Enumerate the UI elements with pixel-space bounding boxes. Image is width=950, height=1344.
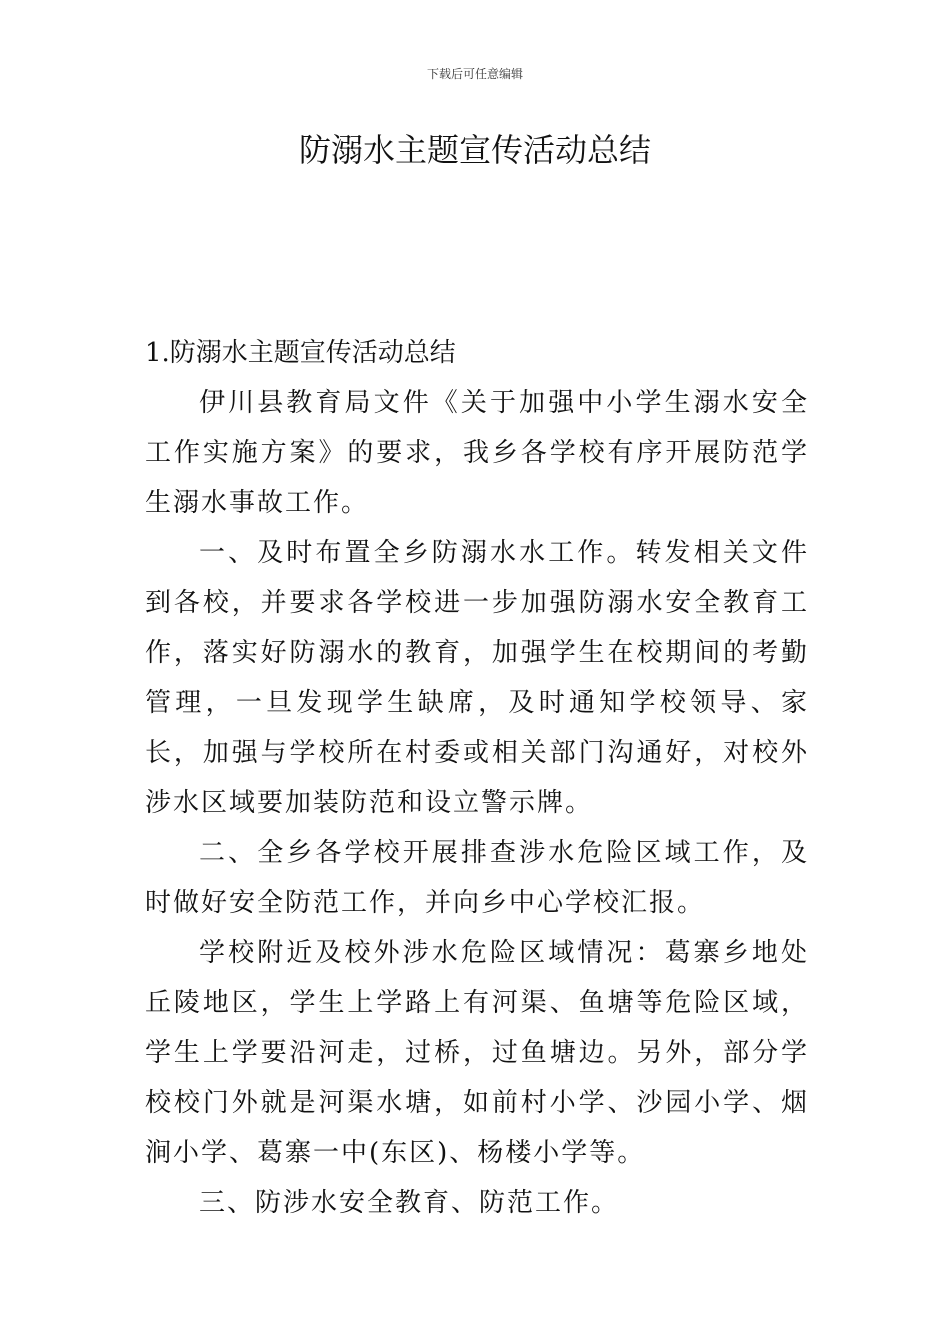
document-body (145, 328, 809, 1228)
document-title: 防溺水主题宣传活动总结 (298, 131, 651, 169)
paragraph-intro: 伊川县教育局文件《关于加强中小学生溺水安全工作实施方案》的要求，我乡各学校有序开展防范学生溺水事故工作。 (145, 388, 809, 518)
page-header-note: 下载后可任意编辑 (426, 67, 523, 81)
paragraph-item-3: 三、防涉水安全教育、防范工作。 (199, 1188, 620, 1218)
paragraph-risk-areas: 学校附近及校外涉水危险区域情况：葛寨乡地处丘陵地区，学生上学路上有河渠、鱼塘等危险区域，学生上学要沿河走，过桥，过鱼塘边。另外，部分学校校门外就是河渠水塘，如前村小学、沙园小学、烟涧小学、葛寨一中(东区)、杨楼小学等。 (145, 938, 809, 1168)
paragraph-item-2: 二、全乡各学校开展排查涉水危险区域工作，及时做好安全防范工作，并向乡中心学校汇报。 (145, 838, 809, 918)
section-heading: 1.防溺水主题宣传活动总结 (145, 338, 456, 368)
paragraph-item-1: 一、及时布置全乡防溺水水工作。转发相关文件到各校，并要求各学校进一步加强防溺水安全教育工作，落实好防溺水的教育，加强学生在校期间的考勤管理，一旦发现学生缺席，及时通知学校领导、家长，加强与学校所在村委或相关部门沟通好，对校外涉水区域要加装防范和设立警示牌。 (145, 538, 809, 818)
